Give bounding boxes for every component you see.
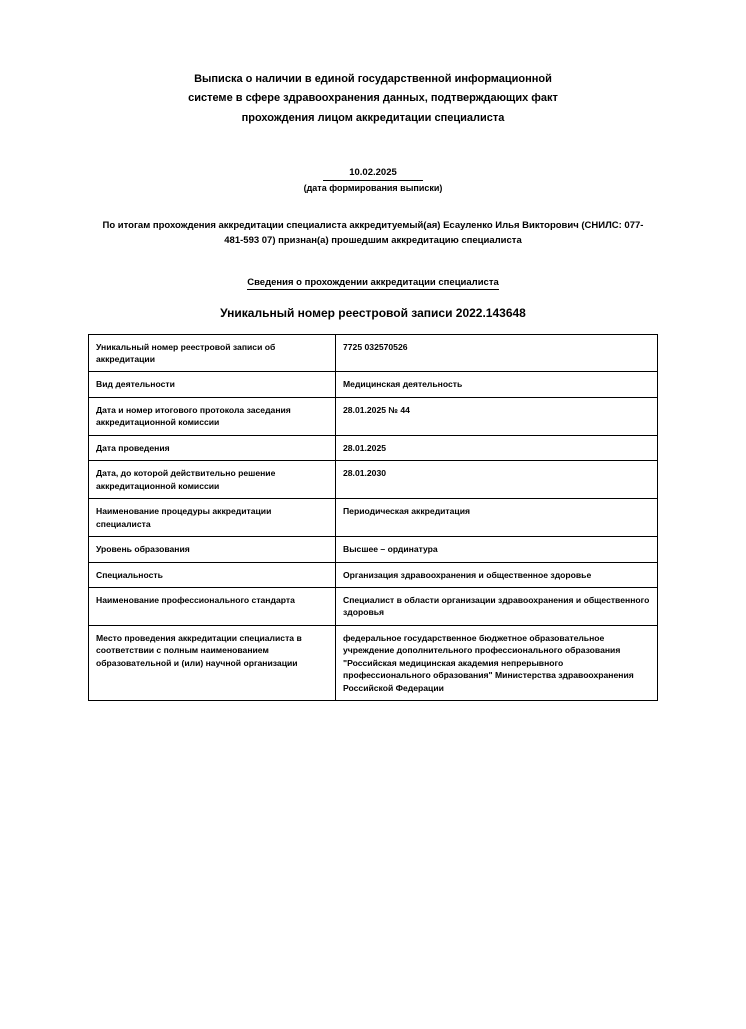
row-value: Высшее – ординатура: [336, 537, 658, 562]
row-label: Специальность: [89, 562, 336, 587]
row-label: Дата проведения: [89, 435, 336, 460]
table-row: [89, 499, 658, 537]
accreditation-info-table: [88, 334, 658, 702]
record-number: Уникальный номер реестровой записи 2022.143648: [220, 305, 526, 320]
row-label: Дата и номер итогового протокола заседания аккредитационной комиссии: [89, 397, 336, 435]
row-value: 28.01.2030: [336, 461, 658, 499]
row-label: Уникальный номер реестровой записи об аккредитации: [89, 334, 336, 372]
table-row: [89, 587, 658, 625]
page-title-line-2: системе в сфере здравоохранения данных, подтверждающих факт: [188, 92, 558, 105]
intro-paragraph: По итогам прохождения аккредитации специалиста аккредитуемый(ая) Есауленко Илья Викторович (СНИЛС: 077-481-593 07) признан(а) прошедшим аккредитацию специалиста: [102, 220, 644, 246]
table-row: [89, 397, 658, 435]
row-label: Наименование профессионального стандарта: [89, 587, 336, 625]
section-caption: [88, 277, 658, 288]
form-date-block: [88, 162, 658, 193]
row-value: 28.01.2025 № 44: [336, 397, 658, 435]
table-row: [89, 537, 658, 562]
row-value: Организация здравоохранения и общественное здоровье: [336, 562, 658, 587]
table-row: [89, 461, 658, 499]
row-label: Наименование процедуры аккредитации специалиста: [89, 499, 336, 537]
row-value: 28.01.2025: [336, 435, 658, 460]
row-label: Место проведения аккредитации специалиста в соответствии с полным наименованием образовательной и (или) научной организации: [89, 625, 336, 700]
row-value: Специалист в области организации здравоохранения и общественного здоровья: [336, 587, 658, 625]
form-date-caption: (дата формирования выписки): [303, 183, 443, 194]
row-label: Уровень образования: [89, 537, 336, 562]
page-title-line-1: Выписка о наличии в единой государственной информационной: [194, 73, 552, 85]
row-label: Вид деятельности: [89, 372, 336, 397]
row-value: Периодическая аккредитация: [336, 499, 658, 537]
row-value: 7725 032570526: [336, 334, 658, 372]
table-row: [89, 562, 658, 587]
table-body: [89, 334, 658, 701]
table-row: [89, 334, 658, 372]
row-value: Медицинская деятельность: [336, 372, 658, 397]
page-title: [173, 70, 573, 128]
table-row: [89, 625, 658, 700]
form-date-value: 10.02.2025: [323, 167, 423, 181]
table-row: [89, 435, 658, 460]
table-row: [89, 372, 658, 397]
row-label: Дата, до которой действительно решение аккредитационной комиссии: [89, 461, 336, 499]
page-title-line-3: прохождения лицом аккредитации специалиста: [241, 111, 505, 124]
section-caption-text: Сведения о прохождении аккредитации специалиста: [247, 276, 499, 288]
row-value: федеральное государственное бюджетное образовательное учреждение дополнительного профессионального образования "Российская медицинская академия непрерывного профессионального образования" Министерства здравоохранения Российской Федерации: [336, 625, 658, 700]
